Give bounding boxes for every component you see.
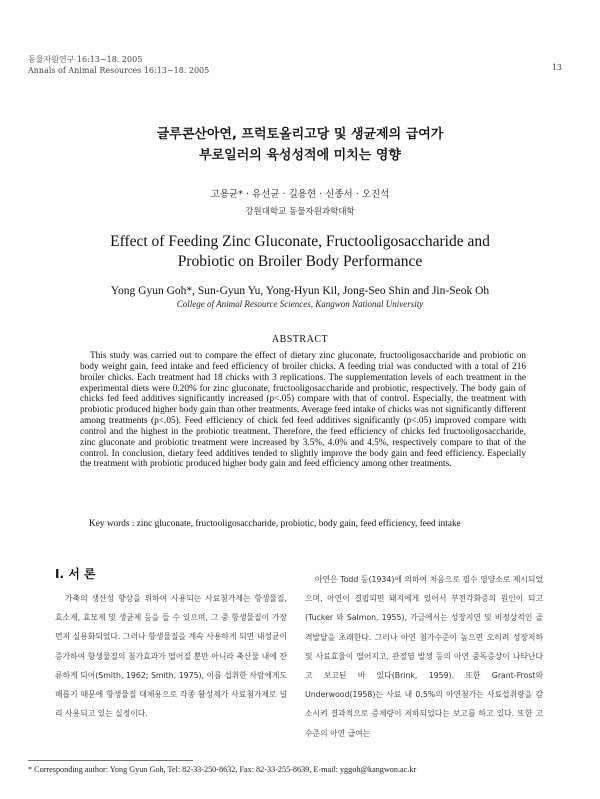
title-english-line1: Effect of Feeding Zinc Gluconate, Fructooligosaccharide and: [110, 233, 490, 250]
abstract-body: This study was carried out to compare the effect of dietary zinc gluconate, fructooligosaccharide and probiotic on body weight gain, feed intake and feed efficiency of broiler chicks. A feeding trial was conducted with a total of 216 broiler chicks. Each treatment had 18 chicks with 3 replications. The supplementation levels of each treatment in the experimental diets were 0.20% for zinc gluconate, fructooligosaccharide and probiotic, respectively. The body gain of chicks fed feed additives significantly increased (p<.05) compare with that of control. Especially, the treatment with probiotic produced higher body gain than other treatments. Average feed intake of chicks was not significantly different among treatments (p<.05). Feed efficiency of chick fed feed additives significantly (p<.05) improved compare with control and the highest in the probiotic treatment. Therefore, the feed efficiency of chicks fed fructooligosaccharide, zinc gluconate and probiotic treatment were increased by 3.5%, 4.0% and 4.5%, respectively compare to that of the control. In conclusion, dietary feed additives tended to slightly improve the body gain and feed efficiency. Especially the treatment with probiotic produced higher body gain and feed efficiency among other treatments.: [80, 351, 526, 470]
abstract-heading: ABSTRACT: [271, 334, 329, 345]
title-english-line2: Probiotic on Broiler Body Performance: [177, 253, 423, 270]
keywords: Key words : zinc gluconate, fructooligosaccharide, probiotic, body gain, feed efficiency, feed intake: [89, 519, 461, 529]
journal-name-ko: 동물자원연구 16:13~18. 2005: [28, 55, 143, 64]
title-korean: [0, 124, 600, 166]
journal-name-en: Annals of Animal Resources 16:13~18. 2005: [28, 65, 210, 75]
body-column-left: 가축의 생산성 향상을 위하여 사용되는 사료첨가제는 항생물질, 효소제, 효모제 및 생균제 등을 들 수 있으며, 그 중 항생물질이 가장 먼저 실용화되었다. 그러나 항생물질을 계속 사용하게 되면 내성균이 증가하여 항생물질의 첨가효과가 떨어질 뿐만 아니라 축산물 내에 잔류하게 되어(Smith, 1962; Smith, 1975), 이를 섭취한 사람에게도 해롭기 때문에 항생물질 대체용으로 각종 활성제가 사료첨가제로 널리 사용되고 있는 실정이다.: [55, 594, 287, 719]
authors-english: Yong Gyun Goh*, Sun-Gyun Yu, Yong-Hyun Kil, Jong-Seo Shin and Jin-Seok Oh: [110, 285, 490, 297]
title-korean-line1: 글루콘산아연, 프럭토올리고당 및 생균제의 급여가: [156, 127, 444, 142]
journal-header: [28, 55, 209, 76]
affiliation-english: College of Animal Resource Sciences, Kangwon National University: [176, 299, 424, 309]
footnote-divider: [28, 760, 193, 761]
body-column-right: 아연은 Todd 등(1934)에 의하여 처음으로 필수 영양소로 제시되었으며, 아연이 결핍되면 돼지에게 있어서 부전각화증의 원인이 되고(Tucker 와 Salmon, 1955), 가금에서는 성장지연 및 비정상적인 골격발달을 초래한다. 그러나 아연 첨가수준이 높으면 오히려 성장저하 및 사료효율이 떨어지고, 관절염 발생 등의 아연 중독증상이 나타난다고 보고된 바 있다(Brink, 1959). 또한 Grant-Frost와 Underwood(1958)는 사료 내 0.5%의 아연첨가는 사료섭취량을 감소시켜 결과적으로 증체량이 저하되었다는 보고를 하고 있다. 또한 고수준의 아연 급여는: [305, 575, 543, 738]
page-number: 13: [551, 63, 562, 72]
section-heading-introduction: Ⅰ. 서 론: [55, 567, 96, 581]
title-english: [0, 232, 600, 272]
authors-korean: 고용균* · 유선균 · 길용현 · 신종서 · 오진석: [210, 189, 390, 200]
corresponding-author-footnote: * Corresponding author: Yong Gyun Goh, Tel: 82-33-250-8632, Fax: 82-33-255-8639, E-mail: yggoh@kangwon.ac.kr: [28, 765, 417, 774]
affiliation-korean: 강원대학교 동물자원과학대학: [245, 207, 355, 217]
title-korean-line2: 부로일러의 육성성적에 미치는 영향: [199, 148, 401, 163]
